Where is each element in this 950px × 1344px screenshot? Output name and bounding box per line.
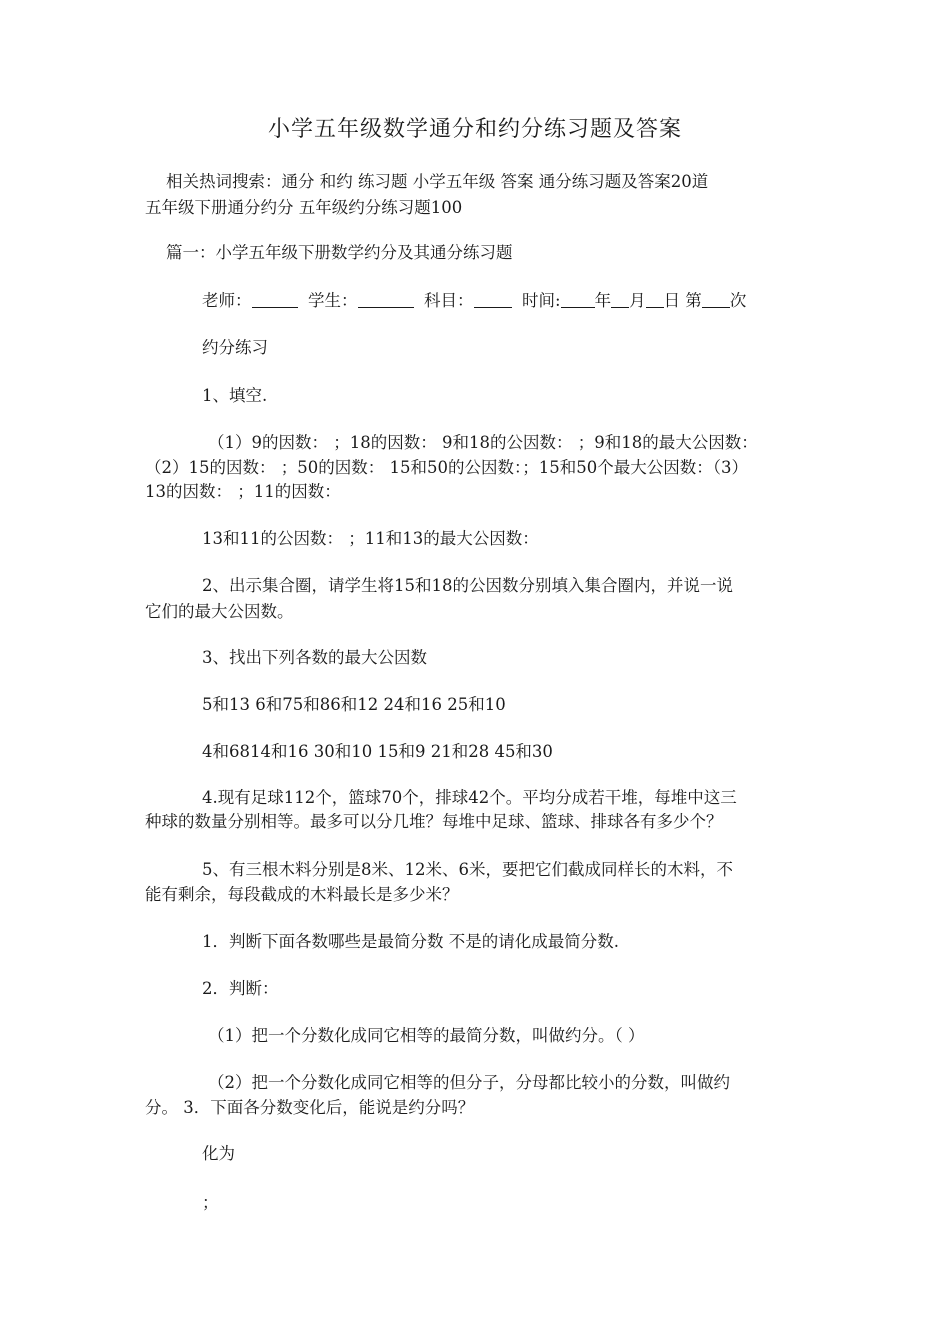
year-blank bbox=[561, 291, 595, 308]
q2-line-2: 它们的最大公因数。 bbox=[145, 602, 294, 621]
judge-item-2-line-2: 分。 3．下面各分数变化后，能说是约分吗？ bbox=[145, 1098, 475, 1117]
simplest-fraction-question: 1．判断下面各数哪些是最简分数 不是的请化成最简分数. bbox=[202, 932, 619, 951]
section-heading: 约分练习 bbox=[202, 338, 268, 357]
q3-title: 3、找出下列各数的最大公因数 bbox=[202, 648, 427, 667]
document-title: 小学五年级数学通分和约分练习题及答案 bbox=[267, 117, 682, 142]
judge-item-1: （1）把一个分数化成同它相等的最简分数，叫做约分。（ ） bbox=[208, 1026, 645, 1045]
q4-line-2: 种球的数量分别相等。最多可以分几堆？每堆中足球、篮球、排球各有多少个？ bbox=[145, 812, 723, 831]
q2-line-1: 2、出示集合圈，请学生将15和18的公因数分别填入集合圈内，并说一说 bbox=[202, 576, 733, 595]
teacher-label: 老师： bbox=[202, 291, 252, 310]
semicolon-mark: ； bbox=[202, 1193, 219, 1212]
month-blank bbox=[611, 291, 629, 308]
keywords-line-1: 相关热词搜索：通分 和约 练习题 小学五年级 答案 通分练习题及答案20道 bbox=[166, 172, 709, 191]
subject-blank bbox=[474, 291, 512, 308]
month-label: 月 bbox=[629, 291, 646, 310]
times-label: 次 bbox=[729, 291, 747, 310]
q3-line-1: 5和13 6和75和86和12 24和16 25和10 bbox=[202, 695, 506, 714]
q5-line-1: 5、有三根木料分别是8米、12米、6米，要把它们截成同样长的木料，不 bbox=[202, 860, 733, 879]
student-label: 学生： bbox=[308, 291, 358, 310]
judge-item-2-line-1: （2）把一个分数化成同它相等的但分子，分母都比较小的分数，叫做约 bbox=[208, 1073, 730, 1092]
teacher-blank bbox=[252, 291, 298, 308]
q5-line-2: 能有剩余，每段截成的木料最长是多少米？ bbox=[145, 885, 459, 904]
q3-line-2: 4和6814和16 30和10 15和9 21和28 45和30 bbox=[202, 742, 553, 761]
keywords-line-2: 五年级下册通分约分 五年级约分练习题100 bbox=[145, 198, 463, 217]
convert-label: 化为 bbox=[202, 1144, 235, 1163]
q1-title: 1、填空. bbox=[202, 386, 268, 405]
day-label: 日 第 bbox=[663, 291, 702, 310]
chapter-heading: 篇一：小学五年级下册数学约分及其通分练习题 bbox=[166, 243, 513, 262]
q1-line-3: 13的因数： ；11的因数： bbox=[145, 482, 341, 501]
q1-line-2: （2）15的因数： ；50的因数： 15和50的公因数：；15和50个最大公因数：（3） bbox=[145, 458, 748, 477]
student-blank bbox=[358, 291, 414, 308]
q4-line-1: 4.现有足球112个，篮球70个，排球42个。平均分成若干堆，每堆中这三 bbox=[202, 788, 737, 807]
subject-label: 科目： bbox=[424, 291, 474, 310]
q1-line-4: 13和11的公因数： ；11和13的最大公因数： bbox=[202, 529, 539, 548]
day-blank bbox=[646, 291, 664, 308]
year-label: 年 bbox=[594, 291, 612, 310]
worksheet-header bbox=[202, 290, 867, 312]
q1-line-1: （1）9的因数： ；18的因数： 9和18的公因数： ；9和18的最大公因数： bbox=[208, 433, 758, 452]
judge-heading: 2．判断： bbox=[202, 979, 279, 998]
time-label: 时间: bbox=[522, 291, 561, 310]
times-blank bbox=[702, 291, 730, 308]
